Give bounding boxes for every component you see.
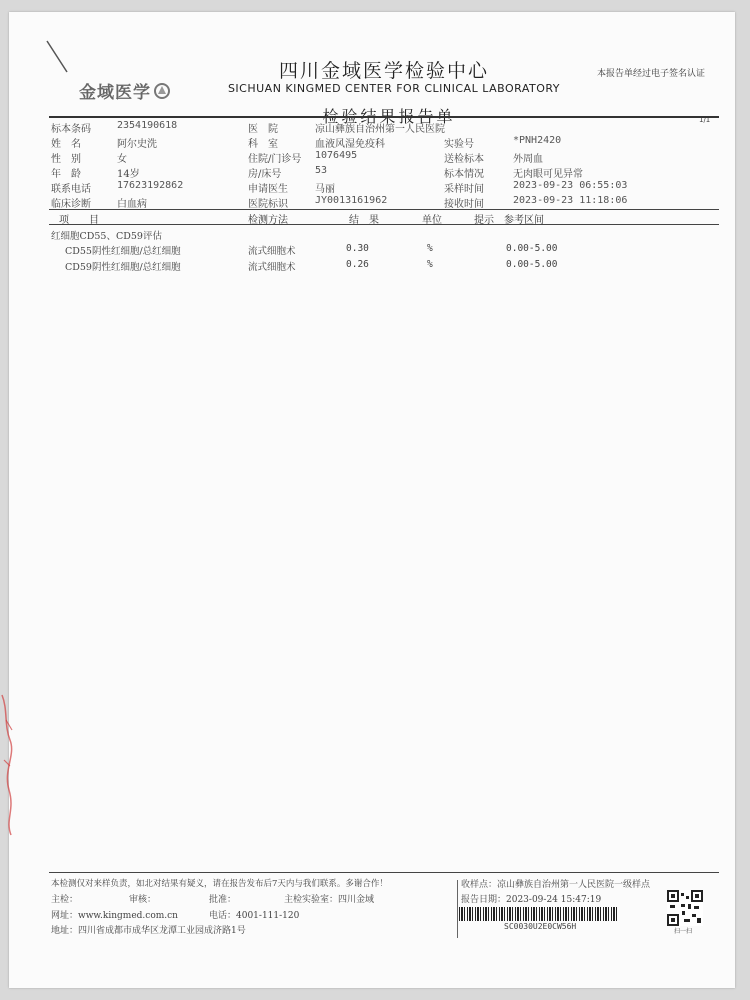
approver: 批准：: [209, 895, 237, 905]
col-method: 检测方法: [248, 215, 288, 226]
info-rule-bottom: [49, 209, 719, 210]
report-time: 报告日期：2023-09-24 15:47:19: [461, 895, 602, 905]
diagnosis-value: 白血病: [117, 199, 147, 210]
inpatient-label: 住院/门诊号: [248, 154, 302, 165]
col-result: 结 果: [349, 215, 379, 226]
phone-label: 联系电话: [51, 184, 91, 195]
bed-value: 53: [315, 165, 328, 176]
receiver: 收样点：凉山彝族自治州第一人民医院一级样点: [461, 880, 651, 890]
table-header-rule: [49, 224, 719, 225]
collect-time-label: 采样时间: [444, 184, 484, 195]
address: 地址：四川省成都市成华区龙潭工业园成济路1号: [51, 926, 246, 936]
sex-value: 女: [117, 154, 127, 165]
row-item-name: CD59阴性红细胞/总红细胞: [65, 262, 181, 273]
tester: 主检：: [51, 895, 79, 905]
name-label: 姓 名: [51, 139, 81, 150]
row-method: 流式细胞术: [248, 246, 296, 257]
bed-label: 房/床号: [248, 169, 282, 180]
doctor-label: 申请医生: [248, 184, 288, 195]
name-value: 阿尔史洗: [117, 139, 157, 150]
col-unit: 单位: [422, 215, 442, 226]
inpatient-value: 1076495: [315, 150, 358, 161]
row-unit: %: [427, 243, 433, 254]
row-item-name: CD55阴性红细胞/总红细胞: [65, 246, 181, 257]
qr-code-icon: [667, 890, 703, 926]
collect-time-value: 2023-09-23 06:55:03: [513, 180, 628, 191]
receive-time-label: 接收时间: [444, 199, 484, 210]
hospital-id-label: 医院标识: [248, 199, 288, 210]
red-stamp-edge: [0, 690, 14, 840]
center-name-en: SICHUAN KINGMED CENTER FOR CLINICAL LABORATORY: [227, 82, 561, 95]
age-value: 14岁: [117, 169, 140, 180]
specimen-status-label: 标本情况: [444, 169, 484, 180]
row-unit: %: [427, 259, 433, 270]
report-title: 检验结果报告单: [322, 107, 456, 126]
row-ref: 0.00-5.00: [506, 259, 558, 270]
col-flag-ref: 提示 参考区间: [474, 215, 544, 226]
row-result: 0.30: [346, 243, 369, 254]
lab-no-value: *PNH2420: [513, 135, 562, 146]
footer-divider: [457, 880, 458, 938]
e-sign-note: 本报告单经过电子签名认证: [597, 69, 706, 79]
lab-no-label: 实验号: [444, 139, 474, 150]
hospital-value: 凉山彝族自治州第一人民医院: [315, 124, 445, 135]
specimen-status-value: 无肉眼可见异常: [513, 169, 583, 180]
report-code: SC0030U2E0CW56H: [504, 922, 577, 931]
age-label: 年 龄: [51, 169, 81, 180]
center-name-cn: 四川金域医学检验中心: [278, 60, 489, 82]
qr-caption: 扫一扫: [674, 928, 693, 935]
dept-value: 血液风湿免疫科: [315, 139, 385, 150]
receive-time-value: 2023-09-23 11:18:06: [513, 195, 628, 206]
hospital-id-value: JY0013161962: [315, 195, 388, 206]
page-number: 1/1: [699, 116, 711, 124]
website: 网址：www.kingmed.com.cn: [51, 911, 178, 921]
diagnosis-label: 临床诊断: [51, 199, 91, 210]
barcode-label: 标本条码: [51, 124, 91, 135]
row-ref: 0.00-5.00: [506, 243, 558, 254]
hospital-label: 医 院: [248, 124, 278, 135]
report-sheet: [9, 12, 735, 988]
disclaimer: 本检测仅对来样负责，如北对结果有疑义，请在报告发布后7天内与我们联系。多谢合作！: [51, 879, 388, 889]
group-title: 红细胞CD55、CD59评估: [51, 231, 162, 242]
checker: 审核：: [129, 895, 157, 905]
footer-rule: [49, 872, 719, 873]
row-result: 0.26: [346, 259, 369, 270]
header-rule: [49, 116, 719, 118]
main-lab: 主检实验室：四川金域: [284, 895, 375, 905]
specimen-value: 外周血: [513, 154, 543, 165]
row-method: 流式细胞术: [248, 262, 296, 273]
sex-label: 性 别: [51, 154, 81, 165]
report-barcode: [459, 907, 619, 921]
doctor-value: 马丽: [315, 184, 335, 195]
logo-text: 金域医学: [79, 83, 151, 103]
specimen-label: 送检标本: [444, 154, 484, 165]
barcode-value: 2354190618: [117, 120, 178, 131]
dept-label: 科 室: [248, 139, 278, 150]
phone-value: 17623192862: [117, 180, 184, 191]
hotline: 电话：4001-111-120: [209, 911, 300, 921]
col-item: 项 目: [59, 215, 99, 226]
